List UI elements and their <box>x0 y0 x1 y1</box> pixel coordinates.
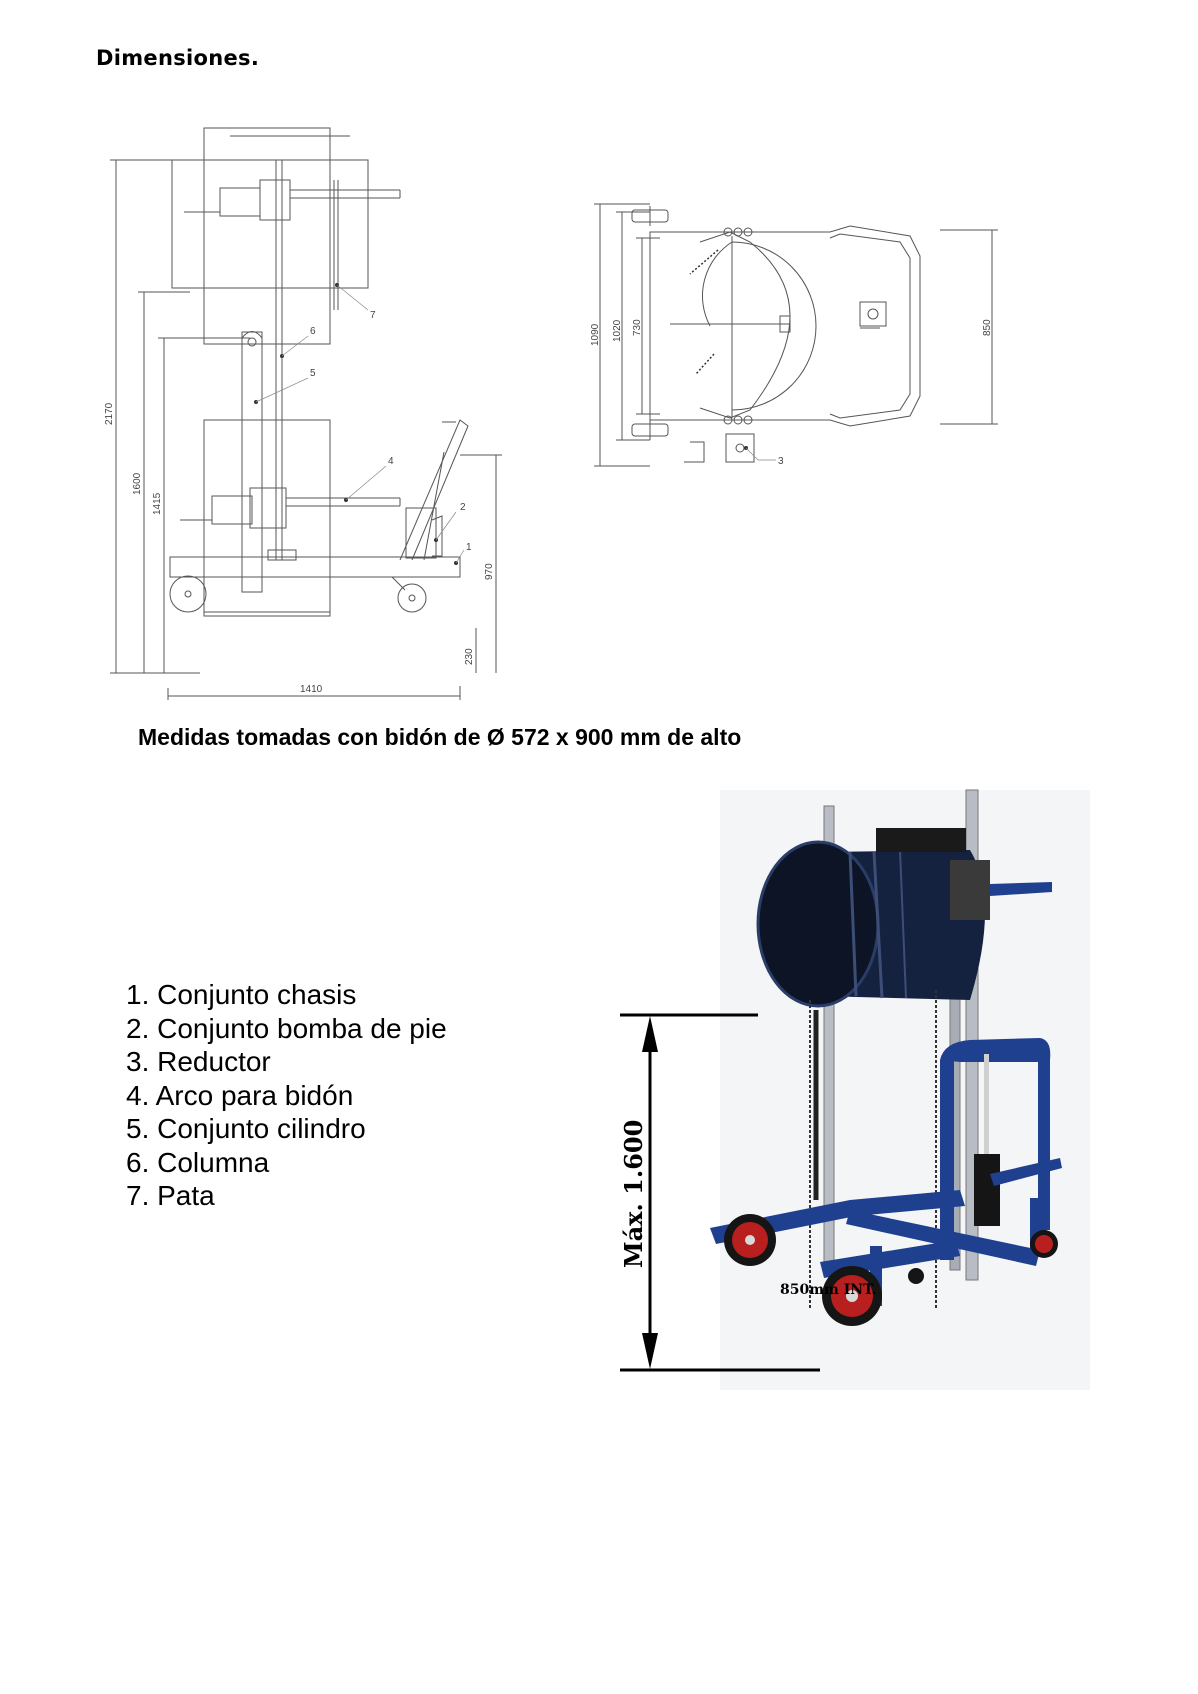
list-item: 2. Conjunto bomba de pie <box>126 1012 447 1044</box>
max-height-label: Máx. 1.600 <box>619 1119 648 1268</box>
page-title: Dimensiones. <box>96 46 260 70</box>
product-photo <box>620 790 1090 1390</box>
dim-230: 230 <box>464 648 475 665</box>
list-item: 6. Columna <box>126 1146 270 1178</box>
dim-970: 970 <box>484 563 495 580</box>
parts-list <box>126 978 447 1213</box>
drum-caption: Medidas tomadas con bidón de Ø 572 x 900 mm de alto <box>138 724 742 750</box>
list-item: 1. Conjunto chasis <box>126 979 357 1010</box>
dim-730: 730 <box>632 319 643 336</box>
callout-4: 4 <box>388 456 394 467</box>
red-wheel <box>1030 1230 1058 1258</box>
callout-7: 7 <box>370 310 376 321</box>
red-wheel <box>724 1214 776 1266</box>
list-item: 5. Conjunto cilindro <box>126 1113 366 1144</box>
dim-1020: 1020 <box>612 319 623 342</box>
width-label: 850mm INT. <box>780 1282 877 1298</box>
callout-5: 5 <box>310 368 316 379</box>
top-view-drawing <box>580 196 1010 496</box>
callout-3: 3 <box>778 456 784 467</box>
callout-6: 6 <box>310 326 316 337</box>
callout-1: 1 <box>466 542 472 553</box>
dim-850: 850 <box>982 319 993 336</box>
dim-1600: 1600 <box>132 472 143 495</box>
list-item: 3. Reductor <box>126 1046 271 1077</box>
dim-1090: 1090 <box>590 323 601 346</box>
callout-2: 2 <box>460 502 466 513</box>
list-item: 4. Arco para bidón <box>126 1079 354 1111</box>
dim-1410: 1410 <box>300 684 323 695</box>
list-item: 7. Pata <box>126 1180 215 1211</box>
dim-2170: 2170 <box>104 402 115 425</box>
side-view-drawing <box>100 120 560 710</box>
dim-1415: 1415 <box>152 492 163 515</box>
